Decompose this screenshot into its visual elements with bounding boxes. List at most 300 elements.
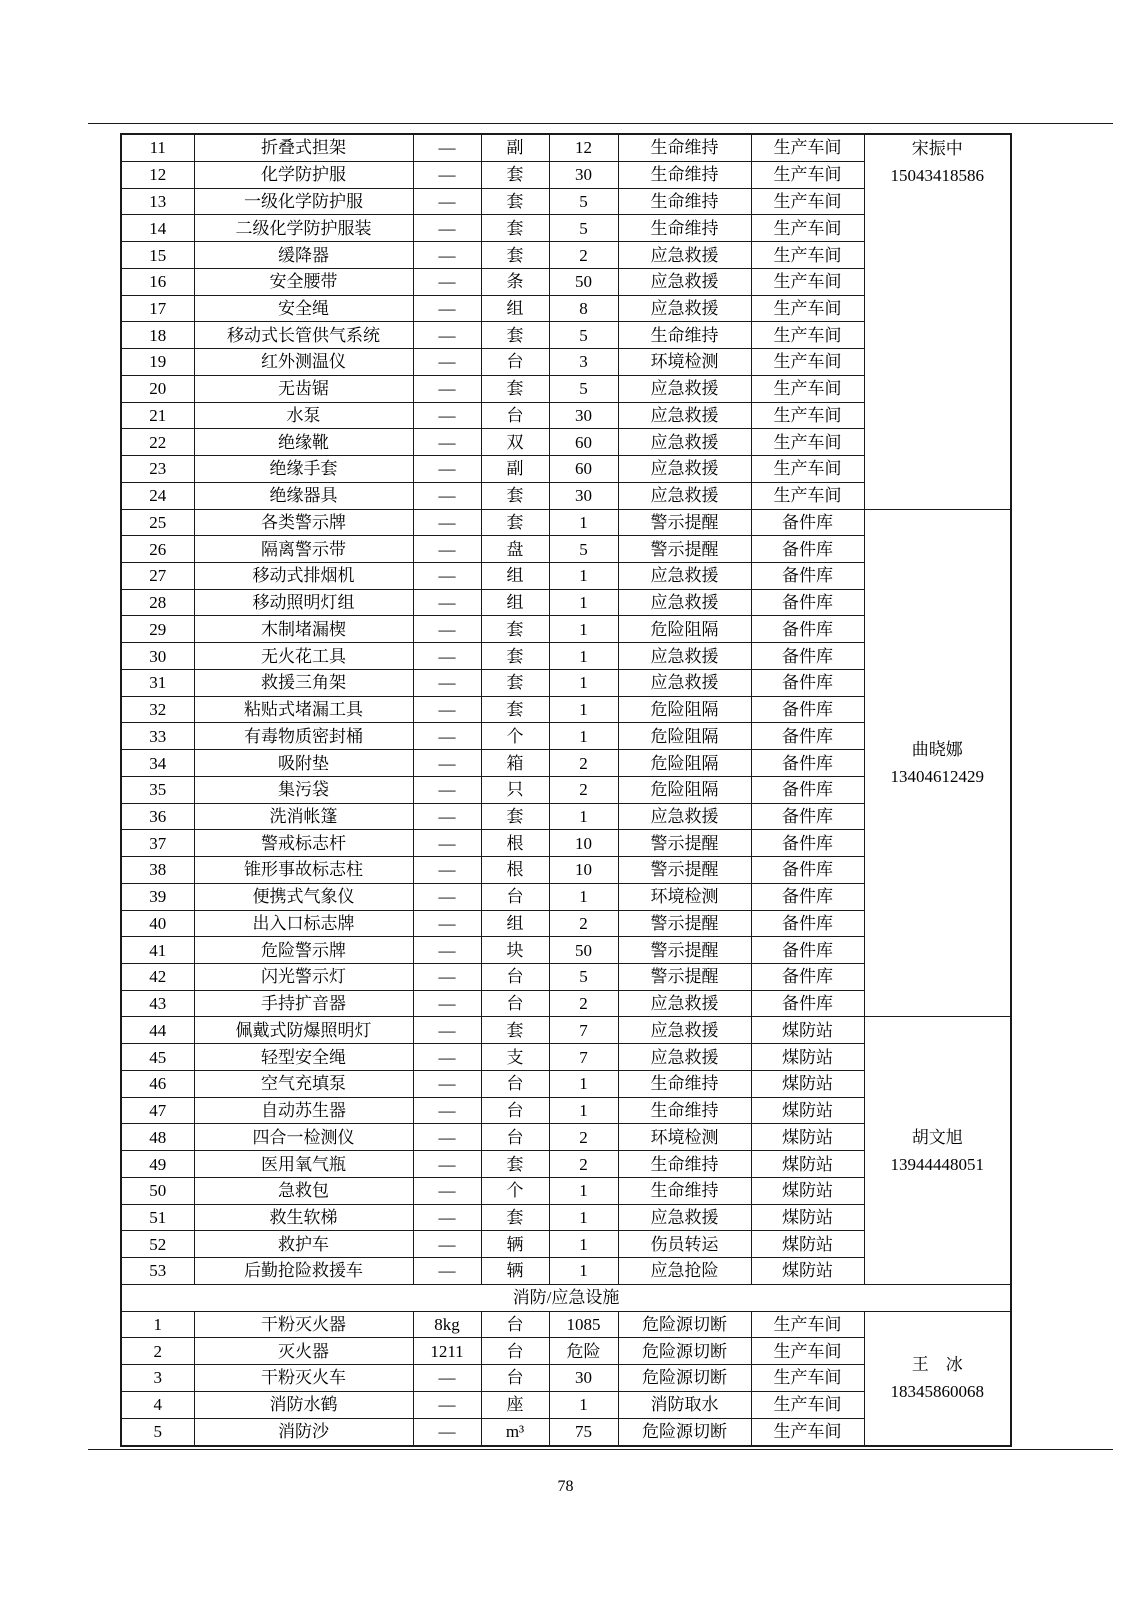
cell-unit: 组 (481, 910, 549, 937)
cell-purpose: 环境检测 (618, 349, 751, 376)
cell-name: 医用氧气瓶 (194, 1151, 413, 1178)
cell-purpose: 警示提醒 (618, 830, 751, 857)
cell-name: 吸附垫 (194, 750, 413, 777)
cell-unit: 根 (481, 857, 549, 884)
cell-qty: 30 (549, 402, 618, 429)
cell-unit: 台 (481, 1311, 549, 1338)
cell-purpose: 危险源切断 (618, 1365, 751, 1392)
cell-purpose: 危险阻隔 (618, 750, 751, 777)
cell-purpose: 应急救援 (618, 1204, 751, 1231)
cell-location: 煤防站 (751, 1151, 864, 1178)
cell-spec: — (413, 723, 481, 750)
cell-unit: 套 (481, 669, 549, 696)
cell-spec: — (413, 964, 481, 991)
cell-qty: 5 (549, 375, 618, 402)
cell-unit: 台 (481, 883, 549, 910)
cell-location: 煤防站 (751, 1070, 864, 1097)
cell-qty: 2 (549, 1151, 618, 1178)
cell-spec: — (413, 134, 481, 161)
cell-name: 危险警示牌 (194, 937, 413, 964)
cell-no: 5 (121, 1418, 194, 1446)
cell-qty: 1 (549, 723, 618, 750)
cell-purpose: 警示提醒 (618, 910, 751, 937)
cell-location: 备件库 (751, 616, 864, 643)
cell-spec: — (413, 776, 481, 803)
cell-qty: 5 (549, 322, 618, 349)
cell-name: 无齿锯 (194, 375, 413, 402)
cell-name: 移动式长管供气系统 (194, 322, 413, 349)
cell-spec: — (413, 1204, 481, 1231)
cell-purpose: 生命维持 (618, 215, 751, 242)
cell-spec: — (413, 857, 481, 884)
cell-spec: — (413, 1391, 481, 1418)
cell-spec: — (413, 910, 481, 937)
cell-qty: 1 (549, 696, 618, 723)
cell-name: 无火花工具 (194, 643, 413, 670)
cell-no: 48 (121, 1124, 194, 1151)
cell-qty: 30 (549, 1365, 618, 1392)
cell-unit: 只 (481, 776, 549, 803)
cell-name: 手持扩音器 (194, 990, 413, 1017)
cell-name: 干粉灭火车 (194, 1365, 413, 1392)
cell-qty: 10 (549, 830, 618, 857)
cell-location: 备件库 (751, 509, 864, 536)
cell-location: 备件库 (751, 803, 864, 830)
cell-purpose: 应急救援 (618, 456, 751, 483)
cell-no: 40 (121, 910, 194, 937)
cell-name: 安全腰带 (194, 268, 413, 295)
cell-unit: 座 (481, 1391, 549, 1418)
cell-no: 36 (121, 803, 194, 830)
cell-qty: 1 (549, 803, 618, 830)
cell-qty: 1085 (549, 1311, 618, 1338)
cell-qty: 5 (549, 215, 618, 242)
cell-qty: 7 (549, 1044, 618, 1071)
cell-purpose: 应急救援 (618, 669, 751, 696)
cell-purpose: 应急抢险 (618, 1258, 751, 1285)
cell-purpose: 消防取水 (618, 1391, 751, 1418)
cell-unit: 组 (481, 563, 549, 590)
cell-qty: 2 (549, 1124, 618, 1151)
cell-spec: — (413, 563, 481, 590)
cell-name: 集污袋 (194, 776, 413, 803)
cell-location: 生产车间 (751, 1311, 864, 1338)
cell-qty: 2 (549, 750, 618, 777)
cell-no: 24 (121, 482, 194, 509)
cell-name: 隔离警示带 (194, 536, 413, 563)
cell-name: 干粉灭火器 (194, 1311, 413, 1338)
cell-no: 20 (121, 375, 194, 402)
cell-purpose: 生命维持 (618, 1097, 751, 1124)
cell-location: 备件库 (751, 910, 864, 937)
cell-unit: 套 (481, 242, 549, 269)
cell-name: 警戒标志杆 (194, 830, 413, 857)
cell-purpose: 应急救援 (618, 402, 751, 429)
cell-unit: 套 (481, 616, 549, 643)
cell-no: 16 (121, 268, 194, 295)
cell-location: 备件库 (751, 563, 864, 590)
cell-spec: — (413, 1418, 481, 1446)
cell-location: 备件库 (751, 830, 864, 857)
cell-spec: — (413, 482, 481, 509)
cell-location: 备件库 (751, 883, 864, 910)
cell-location: 煤防站 (751, 1204, 864, 1231)
cell-qty: 60 (549, 429, 618, 456)
cell-no: 47 (121, 1097, 194, 1124)
cell-qty: 5 (549, 536, 618, 563)
cell-no: 12 (121, 161, 194, 188)
cell-qty: 1 (549, 883, 618, 910)
cell-no: 37 (121, 830, 194, 857)
cell-purpose: 应急救援 (618, 242, 751, 269)
cell-no: 43 (121, 990, 194, 1017)
page-break-rule-bottom (88, 1449, 1113, 1450)
cell-location: 备件库 (751, 536, 864, 563)
cell-location: 煤防站 (751, 1124, 864, 1151)
contact-cell (864, 134, 1011, 509)
cell-qty: 2 (549, 990, 618, 1017)
cell-location: 生产车间 (751, 482, 864, 509)
cell-qty: 1 (549, 1258, 618, 1285)
cell-name: 粘贴式堵漏工具 (194, 696, 413, 723)
cell-no: 39 (121, 883, 194, 910)
cell-location: 煤防站 (751, 1258, 864, 1285)
cell-unit: 套 (481, 215, 549, 242)
cell-purpose: 环境检测 (618, 883, 751, 910)
cell-spec: — (413, 883, 481, 910)
cell-purpose: 危险阻隔 (618, 616, 751, 643)
contact-cell (864, 509, 1011, 1017)
cell-no: 2 (121, 1338, 194, 1365)
cell-spec: — (413, 1017, 481, 1044)
cell-no: 38 (121, 857, 194, 884)
cell-purpose: 警示提醒 (618, 857, 751, 884)
cell-location: 备件库 (751, 937, 864, 964)
cell-purpose: 生命维持 (618, 188, 751, 215)
cell-location: 备件库 (751, 669, 864, 696)
cell-purpose: 警示提醒 (618, 509, 751, 536)
cell-name: 移动式排烟机 (194, 563, 413, 590)
cell-no: 22 (121, 429, 194, 456)
cell-location: 备件库 (751, 776, 864, 803)
cell-purpose: 危险源切断 (618, 1311, 751, 1338)
cell-purpose: 伤员转运 (618, 1231, 751, 1258)
cell-spec: — (413, 456, 481, 483)
cell-purpose: 危险阻隔 (618, 723, 751, 750)
emergency-equipment-table (120, 133, 1012, 1447)
cell-unit: 套 (481, 322, 549, 349)
cell-spec: — (413, 616, 481, 643)
cell-name: 消防沙 (194, 1418, 413, 1446)
cell-location: 生产车间 (751, 349, 864, 376)
cell-qty: 2 (549, 910, 618, 937)
cell-no: 15 (121, 242, 194, 269)
cell-unit: 套 (481, 482, 549, 509)
cell-location: 备件库 (751, 696, 864, 723)
cell-name: 救生软梯 (194, 1204, 413, 1231)
cell-no: 13 (121, 188, 194, 215)
cell-no: 46 (121, 1070, 194, 1097)
cell-purpose: 警示提醒 (618, 937, 751, 964)
cell-no: 28 (121, 589, 194, 616)
section-header-row (121, 1284, 1011, 1311)
cell-name: 轻型安全绳 (194, 1044, 413, 1071)
cell-qty: 10 (549, 857, 618, 884)
cell-unit: 辆 (481, 1258, 549, 1285)
cell-purpose: 应急救援 (618, 268, 751, 295)
cell-name: 自动苏生器 (194, 1097, 413, 1124)
cell-no: 18 (121, 322, 194, 349)
contact-phone: 13944448051 (890, 1154, 984, 1174)
cell-purpose: 生命维持 (618, 1070, 751, 1097)
cell-purpose: 应急救援 (618, 803, 751, 830)
cell-location: 备件库 (751, 964, 864, 991)
cell-unit: 套 (481, 375, 549, 402)
cell-location: 生产车间 (751, 1365, 864, 1392)
cell-unit: m³ (481, 1418, 549, 1446)
cell-qty: 1 (549, 563, 618, 590)
cell-qty: 1 (549, 1391, 618, 1418)
cell-location: 备件库 (751, 723, 864, 750)
cell-unit: 套 (481, 1151, 549, 1178)
cell-name: 锥形事故标志柱 (194, 857, 413, 884)
cell-qty: 1 (549, 1097, 618, 1124)
cell-location: 生产车间 (751, 295, 864, 322)
cell-spec: — (413, 429, 481, 456)
contact-phone: 13404612429 (890, 767, 984, 786)
cell-purpose: 危险阻隔 (618, 696, 751, 723)
cell-unit: 套 (481, 509, 549, 536)
cell-spec: — (413, 937, 481, 964)
cell-location: 生产车间 (751, 402, 864, 429)
cell-unit: 台 (481, 1070, 549, 1097)
cell-unit: 双 (481, 429, 549, 456)
cell-unit: 套 (481, 188, 549, 215)
cell-purpose: 应急救援 (618, 482, 751, 509)
cell-name: 移动照明灯组 (194, 589, 413, 616)
table-row (121, 1311, 1011, 1338)
cell-name: 二级化学防护服装 (194, 215, 413, 242)
cell-spec: — (413, 1070, 481, 1097)
cell-no: 33 (121, 723, 194, 750)
cell-no: 1 (121, 1311, 194, 1338)
contact-phone: 15043418586 (890, 166, 984, 185)
cell-location: 备件库 (751, 857, 864, 884)
cell-purpose: 生命维持 (618, 1151, 751, 1178)
cell-name: 救援三角架 (194, 669, 413, 696)
cell-qty: 8 (549, 295, 618, 322)
cell-name: 急救包 (194, 1177, 413, 1204)
cell-name: 有毒物质密封桶 (194, 723, 413, 750)
cell-location: 生产车间 (751, 215, 864, 242)
page-break-rule-top (88, 123, 1113, 124)
cell-qty: 2 (549, 242, 618, 269)
cell-location: 备件库 (751, 643, 864, 670)
cell-spec: — (413, 322, 481, 349)
cell-unit: 台 (481, 402, 549, 429)
cell-spec: — (413, 1044, 481, 1071)
contact-phone: 18345860068 (890, 1382, 984, 1402)
cell-name: 空气充填泵 (194, 1070, 413, 1097)
cell-qty: 1 (549, 589, 618, 616)
contact-name: 王 冰 (911, 1355, 963, 1375)
cell-purpose: 危险源切断 (618, 1418, 751, 1446)
contact-name: 胡文旭 (911, 1127, 963, 1147)
cell-spec: — (413, 536, 481, 563)
cell-qty: 30 (549, 161, 618, 188)
cell-spec: — (413, 990, 481, 1017)
cell-unit: 个 (481, 1177, 549, 1204)
cell-location: 煤防站 (751, 1097, 864, 1124)
cell-spec: 1211 (413, 1338, 481, 1365)
cell-location: 煤防站 (751, 1177, 864, 1204)
cell-spec: — (413, 1097, 481, 1124)
cell-qty: 1 (549, 1204, 618, 1231)
cell-unit: 条 (481, 268, 549, 295)
cell-name: 闪光警示灯 (194, 964, 413, 991)
cell-unit: 台 (481, 1338, 549, 1365)
page-number: 78 (557, 1478, 574, 1495)
cell-name: 佩戴式防爆照明灯 (194, 1017, 413, 1044)
cell-unit: 套 (481, 1204, 549, 1231)
cell-unit: 盘 (481, 536, 549, 563)
cell-no: 23 (121, 456, 194, 483)
cell-name: 缓降器 (194, 242, 413, 269)
cell-purpose: 应急救援 (618, 589, 751, 616)
cell-no: 51 (121, 1204, 194, 1231)
cell-unit: 辆 (481, 1231, 549, 1258)
cell-qty: 30 (549, 482, 618, 509)
cell-unit: 根 (481, 830, 549, 857)
cell-unit: 块 (481, 937, 549, 964)
cell-purpose: 生命维持 (618, 161, 751, 188)
cell-spec: — (413, 349, 481, 376)
cell-name: 水泵 (194, 402, 413, 429)
cell-no: 32 (121, 696, 194, 723)
cell-purpose: 应急救援 (618, 563, 751, 590)
cell-no: 49 (121, 1151, 194, 1178)
cell-name: 折叠式担架 (194, 134, 413, 161)
cell-name: 出入口标志牌 (194, 910, 413, 937)
cell-qty: 1 (549, 1177, 618, 1204)
cell-unit: 套 (481, 161, 549, 188)
cell-purpose: 生命维持 (618, 322, 751, 349)
cell-spec: — (413, 509, 481, 536)
cell-location: 生产车间 (751, 268, 864, 295)
cell-name: 便携式气象仪 (194, 883, 413, 910)
cell-spec: — (413, 750, 481, 777)
cell-no: 52 (121, 1231, 194, 1258)
table-row (121, 1017, 1011, 1044)
cell-spec: — (413, 589, 481, 616)
cell-no: 25 (121, 509, 194, 536)
cell-spec: — (413, 1151, 481, 1178)
cell-purpose: 危险源切断 (618, 1338, 751, 1365)
cell-location: 生产车间 (751, 242, 864, 269)
cell-name: 一级化学防护服 (194, 188, 413, 215)
cell-purpose: 环境检测 (618, 1124, 751, 1151)
cell-qty: 1 (549, 643, 618, 670)
cell-name: 绝缘器具 (194, 482, 413, 509)
cell-name: 绝缘手套 (194, 456, 413, 483)
cell-location: 生产车间 (751, 456, 864, 483)
cell-qty: 60 (549, 456, 618, 483)
cell-no: 35 (121, 776, 194, 803)
cell-purpose: 应急救援 (618, 990, 751, 1017)
cell-location: 生产车间 (751, 1391, 864, 1418)
cell-no: 50 (121, 1177, 194, 1204)
cell-no: 31 (121, 669, 194, 696)
cell-unit: 台 (481, 990, 549, 1017)
cell-qty: 1 (549, 1231, 618, 1258)
cell-unit: 台 (481, 1124, 549, 1151)
cell-unit: 副 (481, 134, 549, 161)
cell-unit: 副 (481, 456, 549, 483)
cell-spec: — (413, 1177, 481, 1204)
contact-name: 宋振中 (911, 139, 963, 158)
cell-name: 灭火器 (194, 1338, 413, 1365)
cell-name: 木制堵漏楔 (194, 616, 413, 643)
cell-no: 14 (121, 215, 194, 242)
cell-spec: — (413, 375, 481, 402)
contact-name: 曲晓娜 (911, 740, 963, 759)
cell-spec: — (413, 643, 481, 670)
cell-unit: 套 (481, 696, 549, 723)
cell-name: 后勤抢险救援车 (194, 1258, 413, 1285)
cell-no: 26 (121, 536, 194, 563)
cell-unit: 套 (481, 1017, 549, 1044)
cell-spec: — (413, 402, 481, 429)
cell-no: 42 (121, 964, 194, 991)
cell-qty: 50 (549, 937, 618, 964)
cell-purpose: 应急救援 (618, 429, 751, 456)
cell-no: 30 (121, 643, 194, 670)
cell-location: 生产车间 (751, 375, 864, 402)
cell-unit: 台 (481, 1097, 549, 1124)
cell-spec: — (413, 1124, 481, 1151)
cell-purpose: 生命维持 (618, 1177, 751, 1204)
contact-cell (864, 1017, 1011, 1284)
cell-qty: 危险 (549, 1338, 618, 1365)
cell-no: 41 (121, 937, 194, 964)
cell-unit: 组 (481, 589, 549, 616)
cell-no: 44 (121, 1017, 194, 1044)
cell-qty: 12 (549, 134, 618, 161)
cell-location: 生产车间 (751, 1338, 864, 1365)
cell-no: 53 (121, 1258, 194, 1285)
cell-unit: 个 (481, 723, 549, 750)
cell-location: 生产车间 (751, 134, 864, 161)
cell-qty: 75 (549, 1418, 618, 1446)
cell-no: 29 (121, 616, 194, 643)
equipment-table-body (121, 134, 1011, 1446)
table-row (121, 134, 1011, 161)
cell-location: 备件库 (751, 589, 864, 616)
cell-spec: — (413, 215, 481, 242)
cell-purpose: 危险阻隔 (618, 776, 751, 803)
section-header-cell: 消防/应急设施 (121, 1284, 1011, 1311)
cell-purpose: 应急救援 (618, 295, 751, 322)
cell-no: 4 (121, 1391, 194, 1418)
cell-purpose: 警示提醒 (618, 536, 751, 563)
cell-spec: — (413, 188, 481, 215)
cell-spec: — (413, 1231, 481, 1258)
cell-qty: 2 (549, 776, 618, 803)
cell-qty: 50 (549, 268, 618, 295)
cell-name: 化学防护服 (194, 161, 413, 188)
cell-name: 洗消帐篷 (194, 803, 413, 830)
cell-purpose: 应急救援 (618, 1017, 751, 1044)
